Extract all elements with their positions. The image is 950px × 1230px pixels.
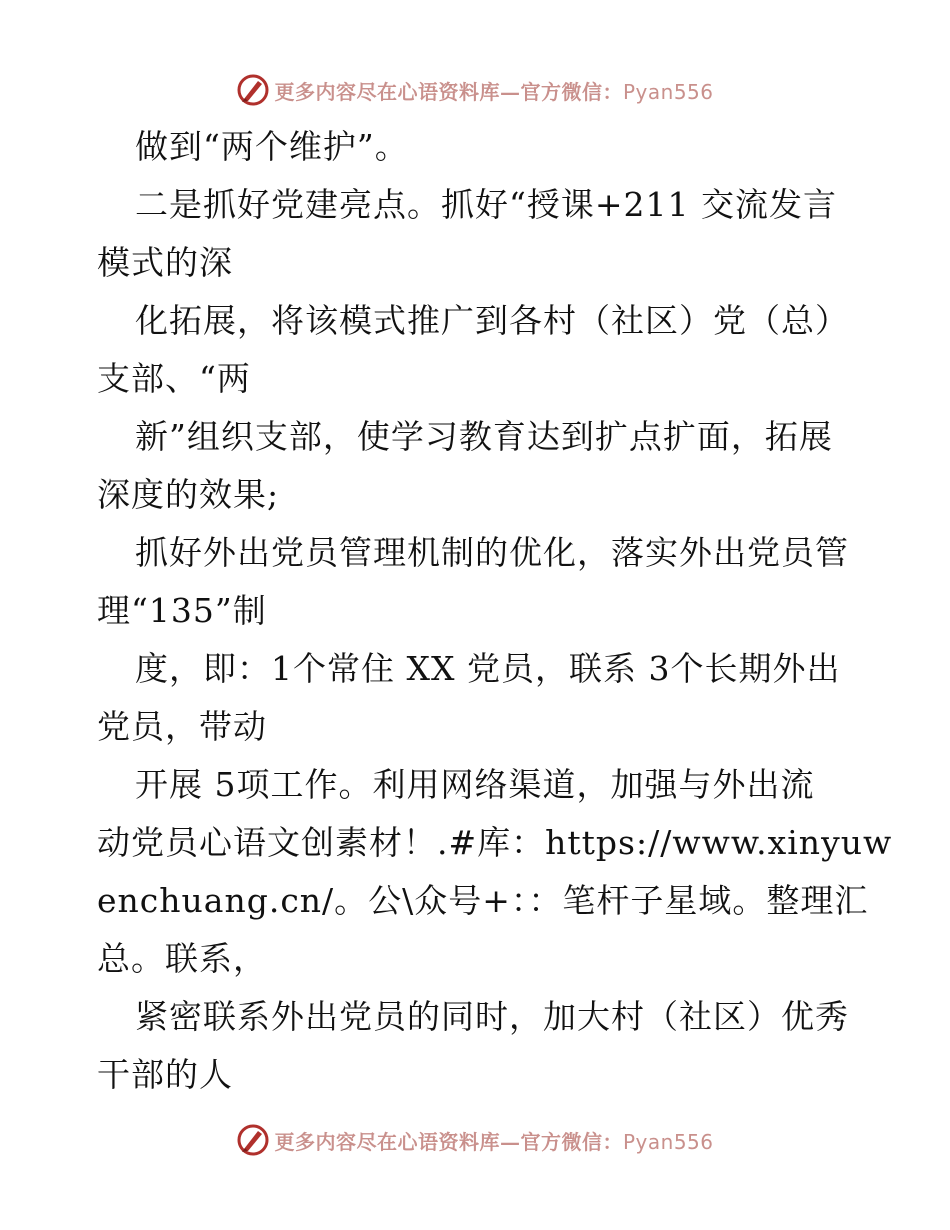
pen-logo-icon xyxy=(236,1123,270,1157)
text-line: 支部、“两 xyxy=(97,359,251,398)
banner-slogan: 更多内容尽在心语资料库—官方微信： xyxy=(274,79,623,104)
document-body xyxy=(97,118,893,1104)
text-line: 新”组织支部，使学习教育达到扩点扩面，拓展 xyxy=(135,417,833,456)
text-line: 动党员心语文创素材！.#库：https://www.xinyuw xyxy=(97,823,893,862)
banner-wechat-id: Pyan556 xyxy=(622,1129,714,1154)
text-line: 深度的效果; xyxy=(97,475,280,514)
footer-banner xyxy=(0,1120,950,1160)
header-banner xyxy=(0,70,950,110)
text-line: 二是抓好党建亮点。抓好“授课+211 交流发言 xyxy=(135,185,837,224)
text-line: 理“135”制 xyxy=(97,591,267,630)
banner-wechat-id: Pyan556 xyxy=(622,79,714,104)
banner-slogan: 更多内容尽在心语资料库—官方微信： xyxy=(274,1129,623,1154)
text-line: 化拓展，将该模式推广到各村（社区）党（总） xyxy=(135,301,849,340)
banner-text xyxy=(274,1126,713,1155)
banner-text xyxy=(274,76,713,105)
text-line: enchuang.cn/。公\众号+：：笔杆子星域。整理汇 xyxy=(97,881,869,920)
pen-logo-icon xyxy=(236,73,270,107)
text-line: 干部的人 xyxy=(97,1055,233,1094)
text-line: 模式的深 xyxy=(97,243,233,282)
text-line: 总。联系， xyxy=(97,939,267,978)
text-line: 抓好外出党员管理机制的优化，落实外出党员管 xyxy=(135,533,849,572)
text-line: 紧密联系外出党员的同时，加大村（社区）优秀 xyxy=(135,997,849,1036)
text-line: 度，即：1个常住 XX 党员，联系 3个长期外出 xyxy=(135,649,841,688)
text-line: 开展 5项工作。利用网络渠道，加强与外出流 xyxy=(135,765,815,804)
text-line: 党员，带动 xyxy=(97,707,267,746)
text-line: 做到“两个维护”。 xyxy=(135,127,409,166)
